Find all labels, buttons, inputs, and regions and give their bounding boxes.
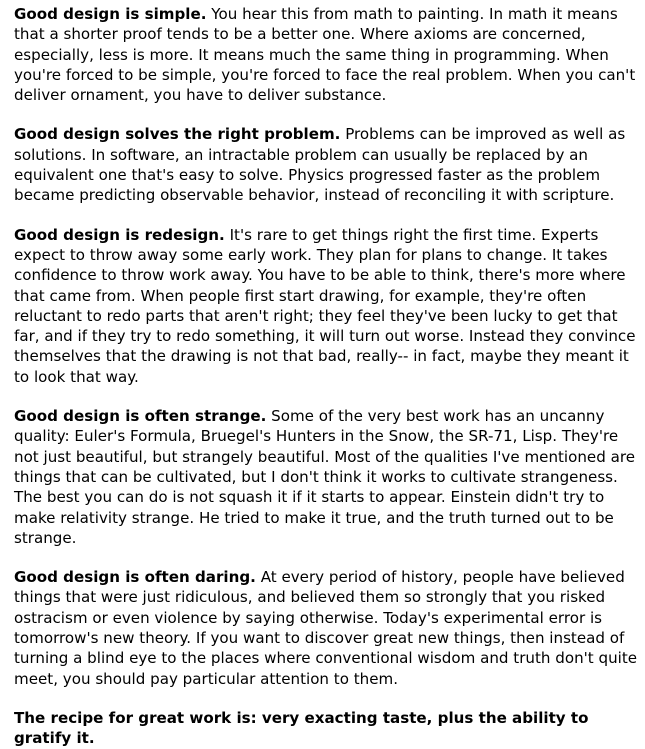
paragraph-simple [14,4,639,105]
closing-statement: The recipe for great work is: very exacting taste, plus the ability to gratify it. [14,708,589,748]
paragraph-text: You hear this from math to painting. In math it means that a shorter proof tends to be a better one. Where axioms are concerned, especially, less is more. It means much the same thing in programming. When you're forced to be simple, you're forced to face the real problem. When you can't deliver ornament, you have to deliver substance. [14,5,636,105]
paragraph-right-problem [14,124,639,205]
paragraph-text: At every period of history, people have believed things that were just ridiculous, and believed them so strongly that you risked ostracism or even violence by saying otherwise. Today's experimental error is tomorrow's new theory. If you want to discover great new things, then instead of turning a blind eye to the places where conventional wisdom and truth don't quite meet, you should pay particular attention to them. [14,568,638,688]
paragraph-heading: Good design is simple. [14,5,207,23]
paragraph-heading: Good design is often strange. [14,407,267,426]
paragraph-strange [14,406,639,548]
essay-body [14,4,639,749]
paragraph-redesign [14,225,639,387]
paragraph-heading: Good design is redesign. [14,225,225,244]
paragraph-text: It's rare to get things right the first time. Experts expect to throw away some early work. They plan for plans to change. It takes confidence to throw work away. You have to be able to think, there's more where that came from. When people first start drawing, for example, they're often reluctant to redo parts that aren't right; they feel they've been lucky to get that far, and if they try to redo something, it will turn out worse. Instead they convince themselves that the drawing is not that bad, really-- in fact, maybe they meant it to look that way. [14,225,636,386]
paragraph-heading: Good design solves the right problem. [14,125,341,144]
paragraph-text: Some of the very best work has an uncanny quality: Euler's Formula, Bruegel's Hunters in the Snow, the SR-71, Lisp. They're not just beautiful, but strangely beautiful. Most of the qualities I've mentioned are things that can be cultivated, but I don't think it works to cultivate strangeness. The best you can do is not squash it if it starts to appear. Einstein didn't try to make relativity strange. He tried to make it true, and the truth turned out to be strange. [14,407,635,547]
paragraph-heading: Good design is often daring. [14,568,256,587]
paragraph-text: Problems can be improved as well as solutions. In software, an intractable problem can usually be replaced by an equivalent one that's easy to solve. Physics progressed faster as the problem became predicting observable behavior, instead of reconciling it with scripture. [14,125,626,205]
paragraph-daring [14,567,639,689]
